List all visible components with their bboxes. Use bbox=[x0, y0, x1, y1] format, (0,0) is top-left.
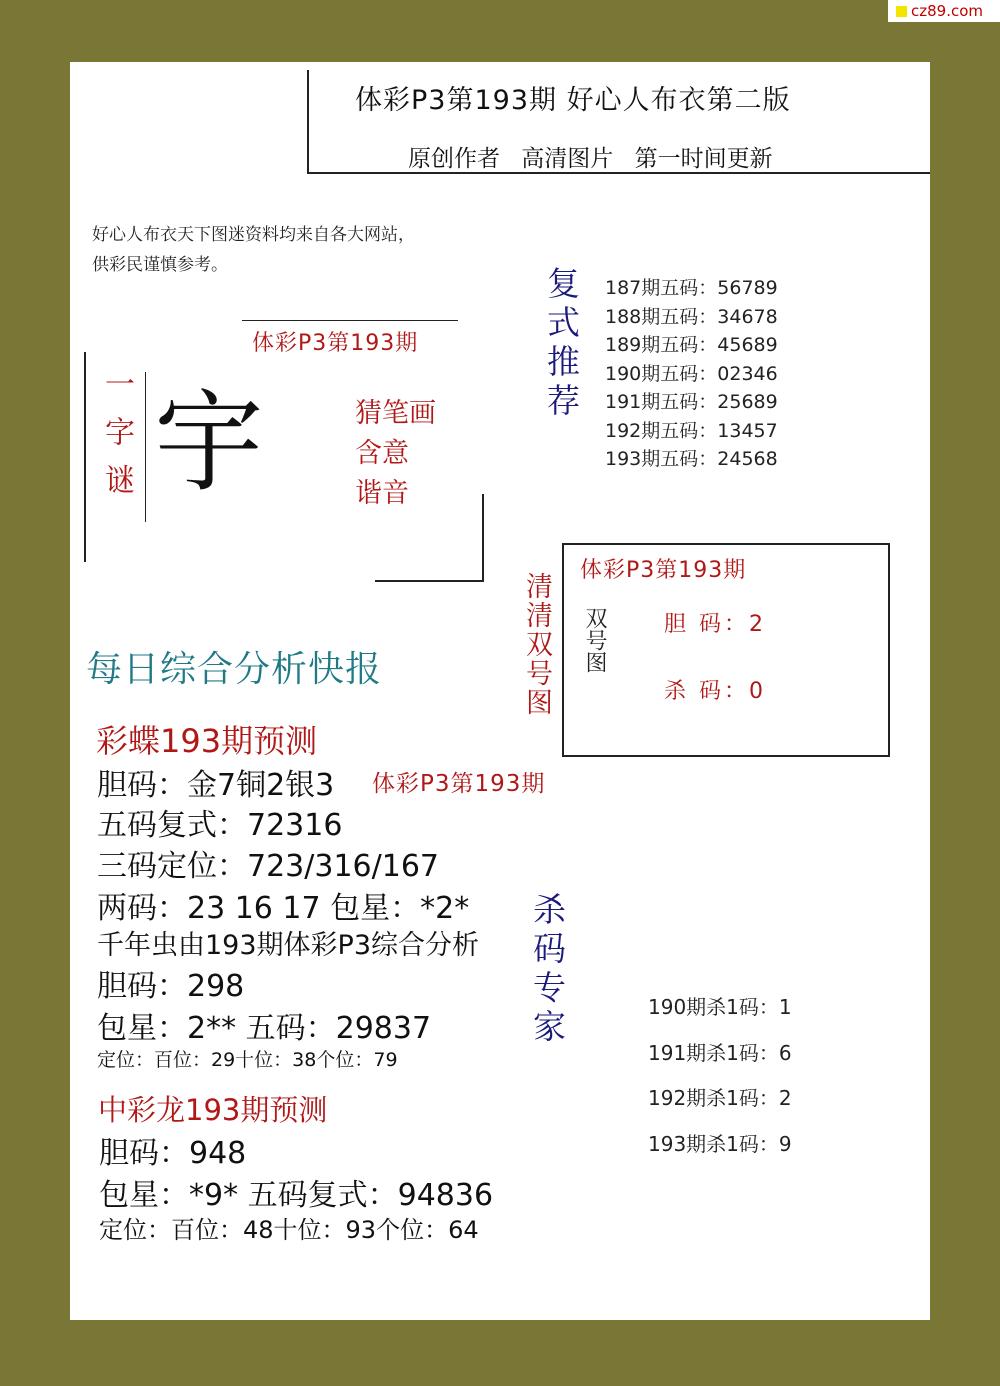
riddle-hint: 含意 bbox=[355, 438, 409, 469]
intro-line: 供彩民谨慎参考。 bbox=[92, 255, 228, 275]
riddle-hint: 谐音 bbox=[355, 478, 409, 509]
list-item: 188期五码：34678 bbox=[605, 305, 778, 328]
list-item: 190期杀1码：1 bbox=[648, 995, 792, 1019]
site-badge-text: cz89.com bbox=[911, 2, 984, 20]
list-item: 190期五码：02346 bbox=[605, 362, 778, 385]
zhongcailong-dan: 胆码：948 bbox=[99, 1136, 247, 1171]
qiannian-pos: 定位：百位：29十位：38个位：79 bbox=[97, 1049, 398, 1071]
double-label: 清清双号图 bbox=[521, 572, 552, 717]
badge-square-icon bbox=[896, 6, 907, 17]
riddle-side-label: 一字谜 bbox=[99, 368, 134, 512]
zhongcailong-pos: 定位：百位：48十位：93个位：64 bbox=[99, 1216, 479, 1244]
list-item: 192期杀1码：2 bbox=[648, 1086, 792, 1110]
double-heading: 体彩P3第193期 bbox=[580, 558, 747, 583]
list-item: 191期杀1码：6 bbox=[648, 1040, 792, 1065]
riddle-top-rule bbox=[242, 320, 458, 321]
header-divider bbox=[307, 70, 309, 172]
page-title: 体彩P3第193期 好心人布衣第二版 bbox=[355, 85, 791, 116]
list-item: 193期杀1码：9 bbox=[648, 1131, 792, 1156]
caidie-line: 两码：23 16 17 包星：*2* bbox=[97, 891, 470, 926]
list-item: 189期五码：45689 bbox=[605, 334, 778, 356]
riddle-heading: 体彩P3第193期 bbox=[252, 331, 419, 356]
riddle-left-rule bbox=[84, 352, 86, 562]
daily-title: 每日综合分析快报 bbox=[86, 649, 383, 690]
caidie-heading: 彩蝶193期预测 bbox=[96, 722, 318, 760]
intro-line: 好心人布衣天下图迷资料均来自各大网站， bbox=[92, 225, 415, 245]
red-subheading: 体彩P3第193期 bbox=[372, 771, 546, 797]
qiannian-bao: 包星：2** 五码：29837 bbox=[97, 1011, 432, 1046]
kill-label: 杀码专家 bbox=[528, 892, 567, 1048]
list-item: 187期五码：56789 bbox=[605, 277, 778, 299]
sha-code: 杀 码：0 bbox=[664, 679, 766, 704]
riddle-hints bbox=[355, 394, 436, 514]
zhongcailong-heading: 中彩龙193期预测 bbox=[98, 1093, 328, 1127]
recommend-label: 复式推荐 bbox=[542, 266, 581, 422]
qiannian-heading: 千年虫由193期体彩P3综合分析 bbox=[97, 930, 479, 961]
qiannian-dan: 胆码：298 bbox=[97, 969, 245, 1004]
riddle-inner-rule bbox=[145, 372, 146, 522]
list-item: 193期五码：24568 bbox=[605, 448, 778, 470]
dan-code: 胆 码：2 bbox=[664, 612, 766, 637]
riddle-bottom-rule bbox=[375, 580, 484, 582]
list-item: 192期五码：13457 bbox=[605, 419, 778, 442]
site-badge bbox=[888, 0, 1000, 22]
caidie-line: 胆码：金7铜2银3 bbox=[97, 768, 335, 803]
caidie-line: 五码复式：72316 bbox=[97, 808, 343, 843]
list-item: 191期五码：25689 bbox=[605, 391, 778, 413]
five-code-list bbox=[605, 274, 778, 474]
double-side-label: 双号图 bbox=[582, 607, 607, 673]
zhongcailong-bao: 包星：*9* 五码复式：94836 bbox=[99, 1178, 494, 1213]
riddle-hint: 猜笔画 bbox=[355, 398, 436, 429]
caidie-line: 三码定位：723/316/167 bbox=[97, 849, 439, 884]
intro-text bbox=[92, 220, 522, 280]
kill-list bbox=[648, 985, 792, 1167]
page-subtitle: 原创作者 高清图片 第一时间更新 bbox=[408, 146, 773, 172]
riddle-right-rule bbox=[482, 494, 484, 582]
riddle-character: 宇 bbox=[154, 379, 264, 507]
